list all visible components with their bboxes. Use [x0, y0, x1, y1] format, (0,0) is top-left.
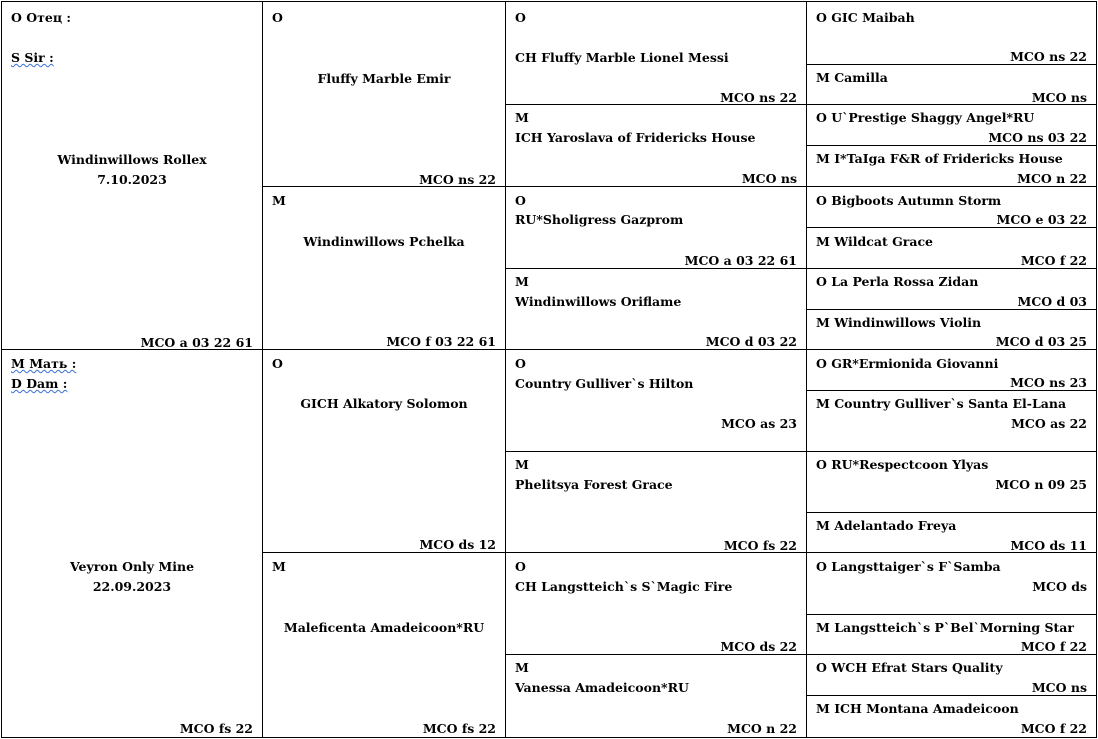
gp-name: GICH Alkatory Solomon: [300, 396, 468, 411]
gp-ems: MCO ns 22: [419, 172, 496, 187]
gggp-name: M Country Gulliver`s Santa El-Lana: [816, 396, 1067, 411]
gggp-ems: MCO ns 03 22: [988, 130, 1087, 145]
ggp-name: Windinwillows Oriflame: [515, 294, 682, 309]
gggp-name: O La Perla Rossa Zidan: [816, 274, 979, 289]
gggp-ems: MCO ns 22: [1010, 49, 1087, 64]
gggp-cell: [806, 145, 1097, 187]
ggp-sex: O: [515, 193, 526, 208]
ggp-ems: MCO as 23: [721, 416, 797, 431]
dam-dob: 22.09.2023: [92, 579, 172, 594]
gggp-cell: [806, 104, 1097, 146]
gp-ems: MCO fs 22: [422, 721, 496, 736]
sire-name: Windinwillows Rollex: [57, 152, 207, 167]
dam-label-ru: M Мать :: [11, 356, 77, 371]
dam-label-en: D Dam :: [11, 376, 68, 391]
ggp-sex: M: [515, 457, 529, 472]
ggp-sex: O: [515, 559, 526, 574]
gp-sex: O: [272, 356, 283, 371]
ggp-cell: [505, 268, 807, 350]
gp-name: Fluffy Marble Emir: [317, 71, 451, 86]
gggp-cell: [806, 614, 1097, 655]
ggp-cell: [505, 1, 807, 105]
gggp-cell: [806, 309, 1097, 350]
gp-sire-mother-cell: [262, 186, 506, 350]
gggp-cell: [806, 695, 1097, 738]
gggp-cell: [806, 390, 1097, 452]
ggp-ems: MCO a 03 22 61: [684, 253, 797, 268]
gggp-name: O WCH Efrat Stars Quality: [816, 660, 1003, 675]
gggp-name: O GIC Maibah: [816, 10, 915, 25]
gggp-name: O GR*Ermionida Giovanni: [816, 356, 999, 371]
ggp-sex: M: [515, 660, 529, 675]
ggp-sex: O: [515, 356, 526, 371]
gggp-name: M Adelantado Freya: [816, 518, 957, 533]
ggp-sex: M: [515, 110, 529, 125]
sire-cell: [1, 1, 263, 350]
gp-ems: MCO ds 12: [419, 537, 496, 552]
sire-ems: MCO a 03 22 61: [140, 335, 253, 350]
gggp-cell: [806, 349, 1097, 391]
gggp-name: M ICH Montana Amadeicoon: [816, 701, 1019, 716]
gggp-name: M Wildcat Grace: [816, 234, 934, 249]
gggp-name: M Langstteich`s P`Bel`Morning Star: [816, 620, 1074, 635]
gggp-ems: MCO f 22: [1020, 639, 1087, 654]
gggp-cell: [806, 186, 1097, 228]
gp-ems: MCO f 03 22 61: [386, 334, 496, 349]
gp-name: Maleficenta Amadeicoon*RU: [283, 620, 485, 635]
gggp-cell: [806, 64, 1097, 105]
gggp-name: M Windinwillows Violin: [816, 315, 982, 330]
ggp-name: ICH Yaroslava of Fridericks House: [515, 130, 756, 145]
ggp-ems: MCO ns: [741, 171, 797, 186]
gggp-name: M I*TaIga F&R of Fridericks House: [816, 151, 1063, 166]
ggp-ems: MCO ns 22: [720, 90, 797, 105]
gggp-ems: MCO e 03 22: [996, 212, 1087, 227]
gggp-ems: MCO d 03 25: [995, 334, 1087, 349]
gp-sex: O: [272, 10, 283, 25]
gggp-cell: [806, 451, 1097, 513]
ggp-cell: [505, 104, 807, 187]
ggp-name: CH Langstteich`s S`Magic Fire: [515, 579, 733, 594]
ggp-ems: MCO n 22: [727, 721, 797, 736]
gggp-cell: [806, 552, 1097, 615]
gggp-ems: MCO as 22: [1011, 416, 1087, 431]
dam-name: Veyron Only Mine: [69, 559, 195, 574]
gp-dam-father-cell: [262, 349, 506, 553]
gp-sex: M: [272, 193, 286, 208]
gggp-name: O Langsttaiger`s F`Samba: [816, 559, 1001, 574]
gggp-ems: MCO ns 23: [1010, 375, 1087, 390]
gggp-ems: MCO n 09 25: [995, 477, 1087, 492]
ggp-sex: M: [515, 274, 529, 289]
ggp-cell: [505, 451, 807, 553]
sire-label-en: S Sir :: [11, 50, 54, 65]
ggp-cell: [505, 186, 807, 269]
ggp-name: Vanessa Amadeicoon*RU: [515, 680, 689, 695]
gggp-ems: MCO ds 11: [1010, 538, 1087, 553]
gggp-cell: [806, 227, 1097, 269]
ggp-name: Phelitsya Forest Grace: [515, 477, 673, 492]
gp-dam-mother-cell: [262, 552, 506, 738]
gggp-ems: MCO ds: [1032, 579, 1087, 594]
gggp-name: M Camilla: [816, 70, 888, 85]
dam-cell: [1, 349, 263, 738]
sire-dob: 7.10.2023: [97, 172, 167, 187]
gggp-ems: MCO d 03: [1017, 294, 1087, 309]
gggp-name: O U`Prestige Shaggy Angel*RU: [816, 110, 1035, 125]
ggp-ems: MCO fs 22: [723, 538, 797, 553]
ggp-sex: O: [515, 10, 526, 25]
ggp-cell: [505, 552, 807, 655]
ggp-name: Country Gulliver`s Hilton: [515, 376, 694, 391]
ggp-ems: MCO ds 22: [720, 639, 797, 654]
gggp-ems: MCO n 22: [1017, 171, 1087, 186]
dam-ems: MCO fs 22: [179, 721, 253, 736]
gggp-name: O RU*Respectcoon Ylyas: [816, 457, 989, 472]
gggp-cell: [806, 512, 1097, 553]
gp-sex: M: [272, 559, 286, 574]
sire-label-ru: О Отец :: [11, 10, 72, 25]
ggp-cell: [505, 654, 807, 738]
gp-sire-father-cell: [262, 1, 506, 187]
gp-name: Windinwillows Pchelka: [303, 234, 465, 249]
gggp-name: O Bigboots Autumn Storm: [816, 193, 1002, 208]
gggp-ems: MCO ns: [1031, 90, 1087, 105]
gggp-ems: MCO ns: [1031, 680, 1087, 695]
gggp-cell: [806, 268, 1097, 310]
gggp-ems: MCO f 22: [1020, 253, 1087, 268]
ggp-name: RU*Sholigress Gazprom: [515, 212, 684, 227]
gggp-ems: MCO f 22: [1020, 721, 1087, 736]
ggp-cell: [505, 349, 807, 452]
ggp-name: CH Fluffy Marble Lionel Messi: [515, 50, 729, 65]
gggp-cell: [806, 654, 1097, 696]
ggp-ems: MCO d 03 22: [705, 334, 797, 349]
gggp-cell: [806, 1, 1097, 65]
